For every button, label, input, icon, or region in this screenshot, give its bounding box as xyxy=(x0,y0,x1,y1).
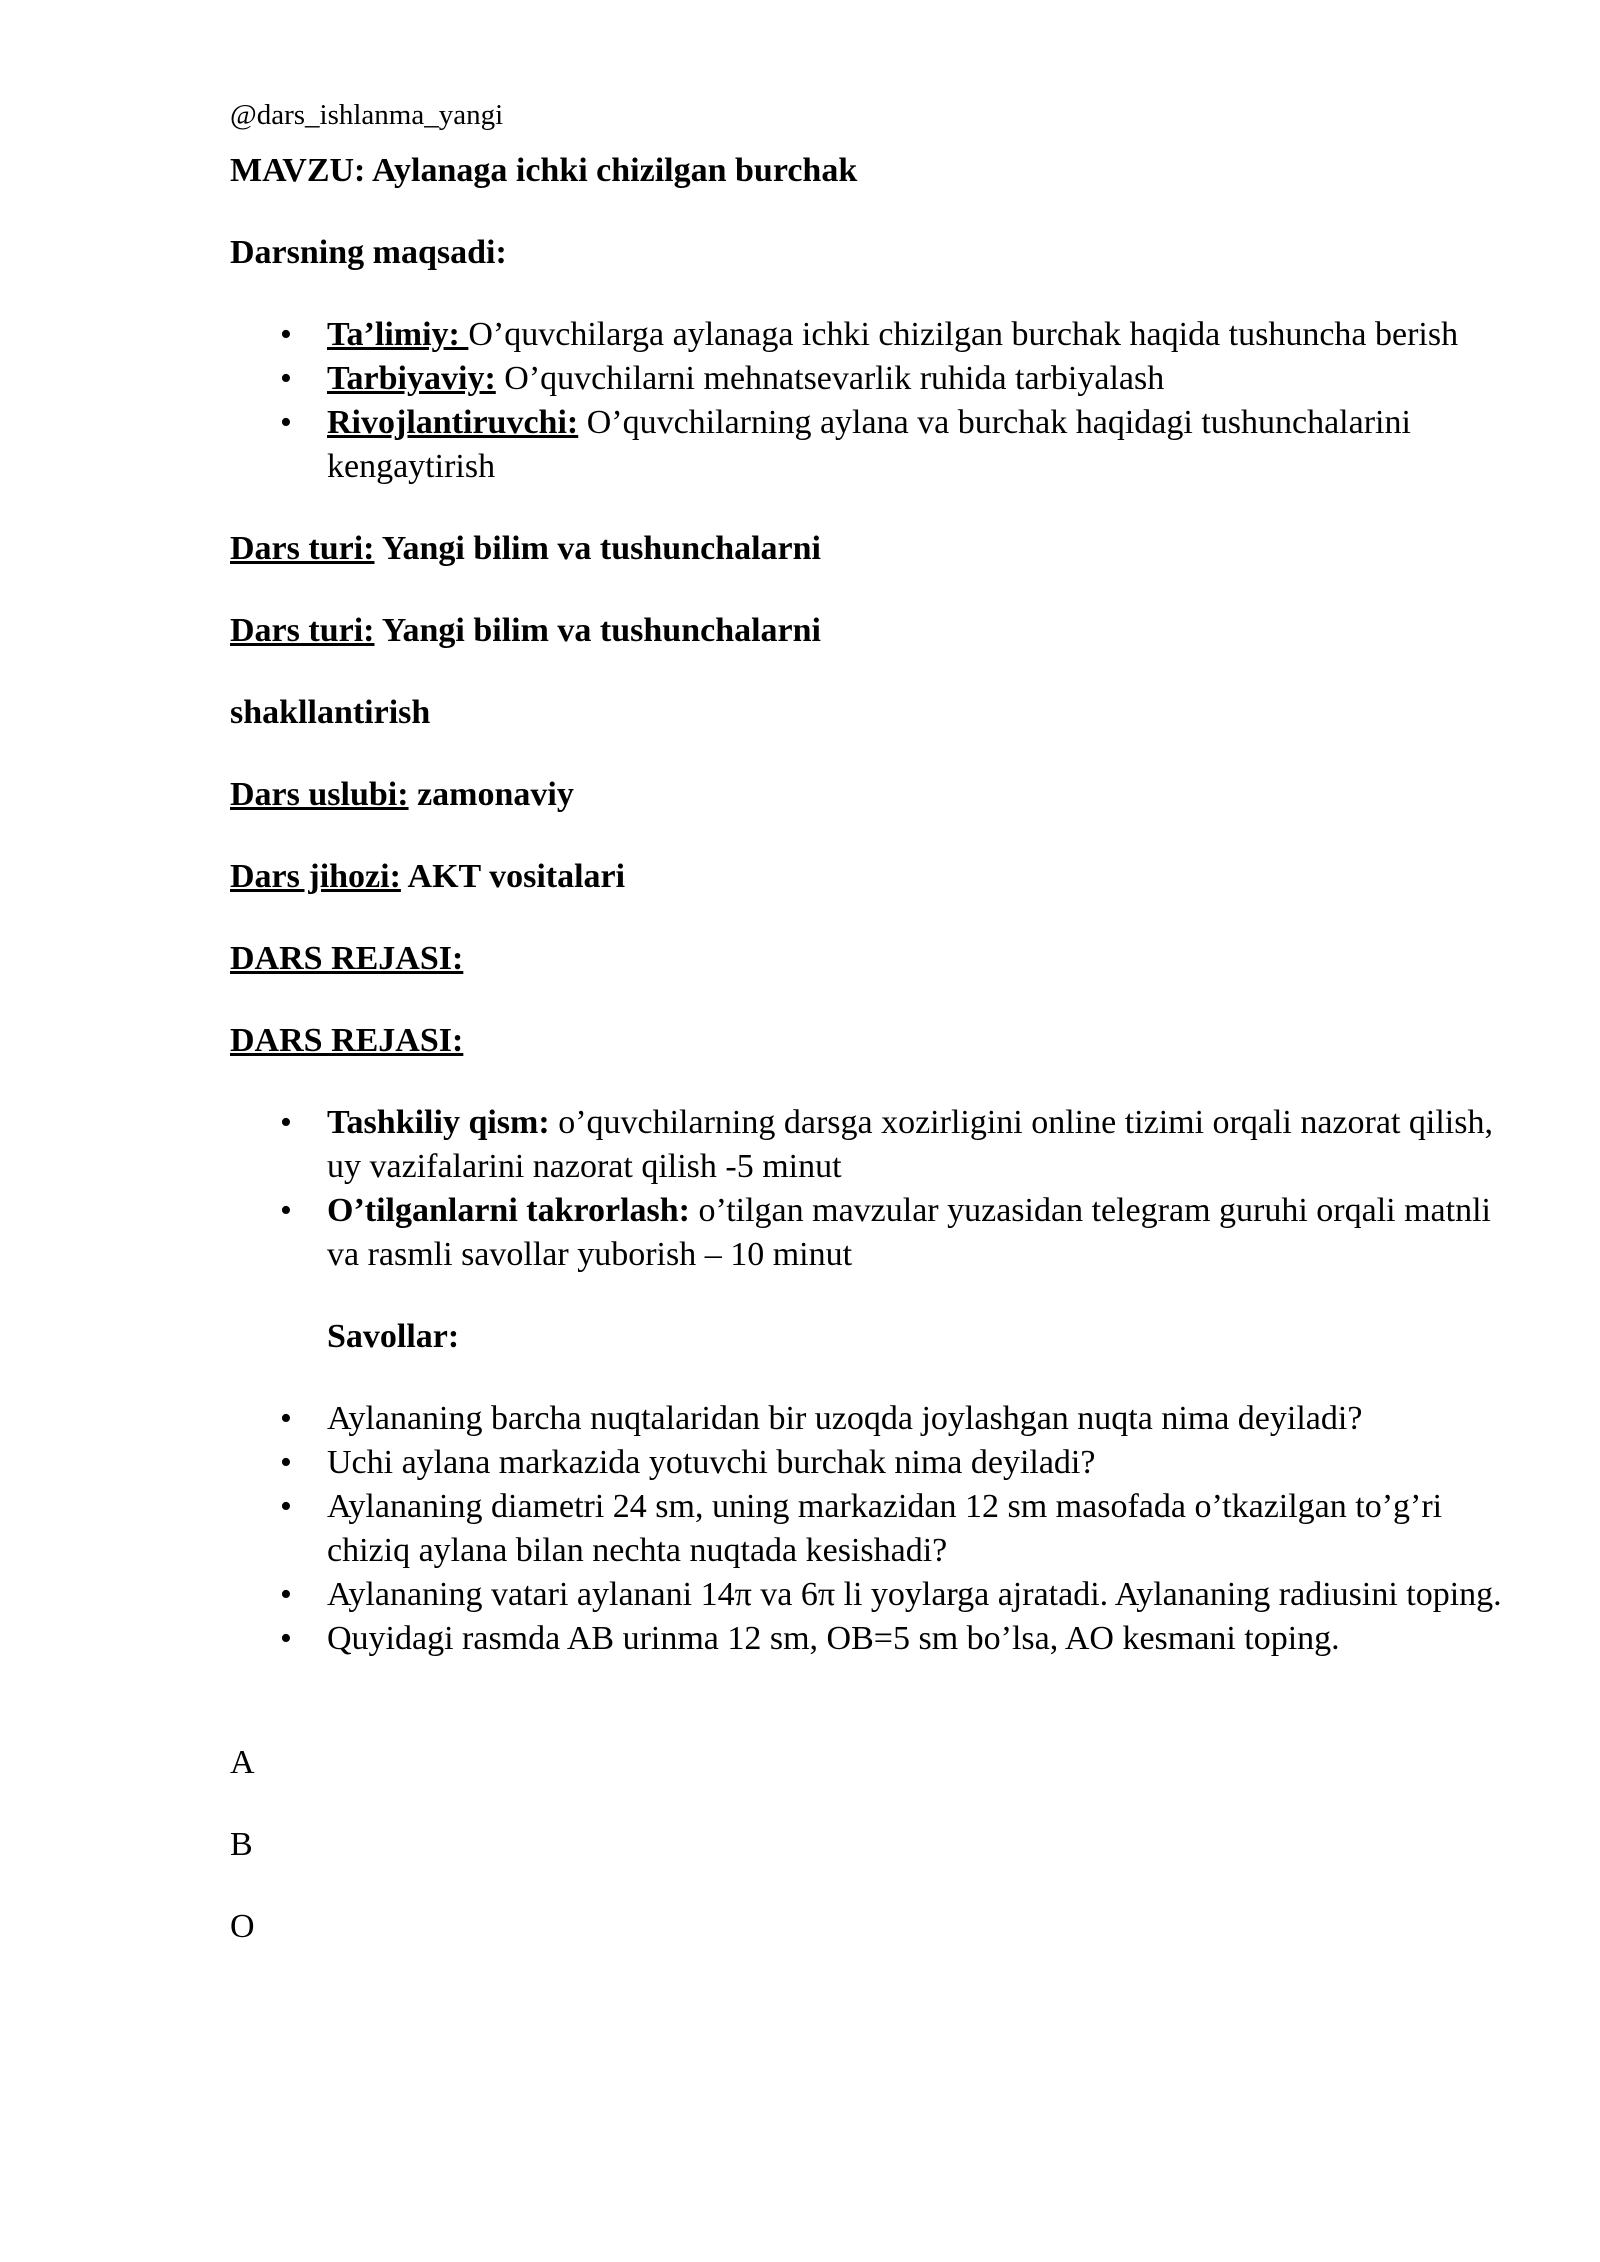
goal-label: Ta’limiy: xyxy=(327,316,469,353)
goal-label: Rivojlantiruvchi: xyxy=(327,404,579,441)
question-text: Quyidagi rasmda AB urinma 12 sm, OB=5 sm bo’lsa, AO kesmani toping. xyxy=(327,1620,1340,1657)
goal-text: O’quvchilarning aylana va burchak haqidagi tushunchalarini kengaytirish xyxy=(327,404,1411,485)
questions-heading: Savollar: xyxy=(327,1318,460,1355)
document-page xyxy=(230,95,1510,1987)
bullet-icon: • xyxy=(280,404,292,441)
list-item xyxy=(230,1189,1510,1277)
plan-label: Tashkiliy qism: xyxy=(327,1104,550,1141)
question-text: Aylananing vatari aylanani 14π va 6π li yoylarga ajratadi. Aylananing radiusini toping. xyxy=(327,1576,1502,1613)
goals-heading: Darsning maqsadi: xyxy=(230,234,507,271)
goal-text: O’quvchilarni mehnatsevarlik ruhida tarbiyalash xyxy=(495,360,1165,397)
lesson-type-line xyxy=(230,609,1510,653)
goals-list xyxy=(230,313,1510,489)
lesson-equipment-label: Dars jihozi: xyxy=(230,858,401,895)
list-item xyxy=(230,1617,1510,1661)
point-label-o: O xyxy=(230,1908,255,1945)
plan-text: o’tilgan mavzular yuzasidan telegram guruhi orqali matnli va rasmli savollar yuborish – 10 minut xyxy=(327,1192,1491,1273)
plan-list xyxy=(230,1101,1510,1277)
bullet-icon: • xyxy=(280,360,292,397)
bullet-icon: • xyxy=(280,1576,292,1613)
point-label-a: A xyxy=(230,1744,255,1781)
bullet-icon: • xyxy=(280,1620,292,1657)
plan-text: o’quvchilarning darsga xozirligini online tizimi orqali nazorat qilish, uy vazifalarini nazorat qilish -5 minut xyxy=(327,1104,1493,1185)
lesson-style-label: Dars uslubi: xyxy=(230,776,409,813)
question-text: Uchi aylana markazida yotuvchi burchak nima deyiladi? xyxy=(327,1444,1096,1481)
list-item xyxy=(230,1485,1510,1573)
lesson-style-line xyxy=(230,773,1510,817)
plan-label: O’tilganlarni takrorlash: xyxy=(327,1192,690,1229)
list-item xyxy=(230,1101,1510,1189)
list-item xyxy=(230,1441,1510,1485)
plan-heading: DARS REJASI: xyxy=(230,940,464,977)
question-text: Aylananing barcha nuqtalaridan bir uzoqda joylashgan nuqta nima deyiladi? xyxy=(327,1400,1363,1437)
point-label-b: B xyxy=(230,1826,253,1863)
bullet-icon: • xyxy=(280,1444,292,1481)
channel-handle: @dars_ishlanma_yangi xyxy=(230,99,504,131)
lesson-type-line xyxy=(230,527,1510,571)
lesson-type-label: Dars turi: xyxy=(230,530,375,567)
questions-list xyxy=(230,1397,1510,1661)
bullet-icon: • xyxy=(280,1192,292,1229)
list-item xyxy=(230,357,1510,401)
list-item xyxy=(230,1397,1510,1441)
goal-label: Tarbiyaviy: xyxy=(327,360,496,397)
bullet-icon: • xyxy=(280,1488,292,1525)
plan-heading: DARS REJASI: xyxy=(230,1022,464,1059)
bullet-icon: • xyxy=(280,1104,292,1141)
lesson-type-value: Yangi bilim va tushunchalarni xyxy=(374,530,822,567)
bullet-icon: • xyxy=(280,1400,292,1437)
list-item xyxy=(230,401,1510,489)
list-item xyxy=(230,313,1510,357)
lesson-type-continuation: shakllantirish xyxy=(230,694,431,731)
question-text: Aylananing diametri 24 sm, uning markazidan 12 sm masofada o’tkazilgan to’g’ri chiziq aylana bilan nechta nuqtada kesishadi? xyxy=(327,1488,1443,1569)
lesson-equipment-line xyxy=(230,855,1510,899)
lesson-type-label: Dars turi: xyxy=(230,612,375,649)
lesson-title: MAVZU: Aylanaga ichki chizilgan burchak xyxy=(230,152,858,189)
goal-text: O’quvchilarga aylanaga ichki chizilgan burchak haqida tushuncha berish xyxy=(468,316,1459,353)
bullet-icon: • xyxy=(280,316,292,353)
lesson-style-value: zamonaviy xyxy=(408,776,574,813)
lesson-equipment-value: AKT vositalari xyxy=(400,858,626,895)
lesson-type-value: Yangi bilim va tushunchalarni xyxy=(374,612,822,649)
list-item xyxy=(230,1573,1510,1617)
